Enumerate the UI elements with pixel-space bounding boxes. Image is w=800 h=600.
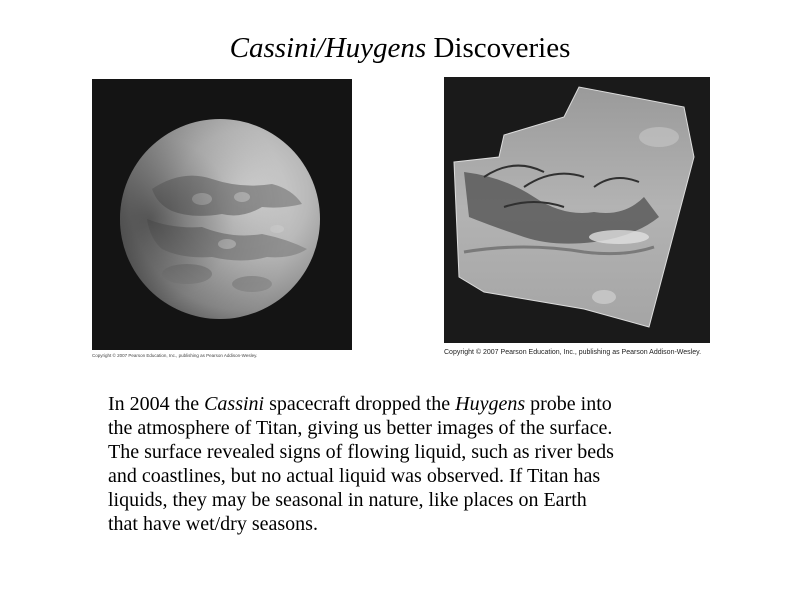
- body-line-1: [108, 392, 748, 416]
- body-line-2: the atmosphere of Titan, giving us better images of the surface.: [108, 417, 613, 439]
- titan-globe-graphic: [92, 79, 352, 350]
- body-line-1-text-c: spacecraft dropped the: [264, 393, 456, 415]
- titan-globe-image: [92, 79, 352, 350]
- body-line-1-huygens: Huygens: [455, 393, 526, 415]
- body-line-5: liquids, they may be seasonal in nature, like places on Earth: [108, 489, 587, 511]
- left-image-copyright: Copyright © 2007 Pearson Education, Inc., publishing as Pearson Addison-Wesley.: [92, 353, 258, 358]
- body-line-1-text-e: probe into: [525, 393, 612, 415]
- slide-title-italic: Cassini/Huygens: [229, 32, 427, 64]
- right-image-copyright: Copyright © 2007 Pearson Education, Inc., publishing as Pearson Addison-Wesley.: [444, 349, 702, 356]
- body-line-3: The surface revealed signs of flowing liquid, such as river beds: [108, 441, 614, 463]
- body-line-1-text-a: In 2004 the: [108, 393, 205, 415]
- huygens-mosaic-image: [444, 77, 710, 343]
- body-line-1-cassini: Cassini: [204, 393, 265, 415]
- body-line-4: and coastlines, but no actual liquid was observed. If Titan has: [108, 465, 601, 487]
- body-paragraph: [108, 392, 748, 536]
- body-line-6: that have wet/dry seasons.: [108, 513, 318, 535]
- huygens-mosaic-graphic: [444, 77, 710, 343]
- slide-title-rest: Discoveries: [426, 32, 571, 64]
- slide-title: [0, 30, 800, 66]
